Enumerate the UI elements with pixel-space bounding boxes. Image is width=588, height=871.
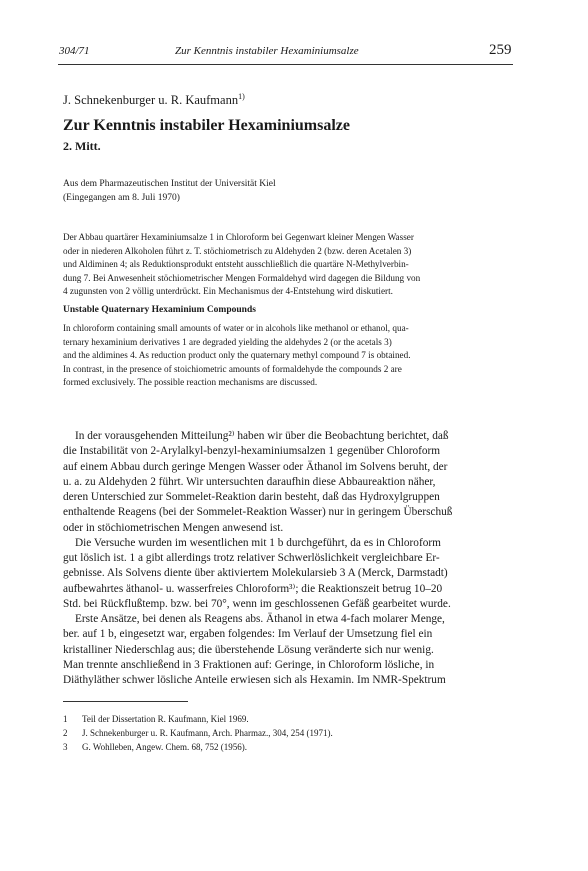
footnote-number: 2 xyxy=(63,728,68,738)
body-line: Diäthyläther schwer lösliche Anteile erwiesen sich als Hexamin. Im NMR-Spektrum xyxy=(63,674,446,686)
abstract-de-line: 4 zugunsten von 2 völlig unterdrückt. Ein Mechanismus der 4-Entstehung wird diskutiert. xyxy=(63,286,393,297)
running-head-title: Zur Kenntnis instabiler Hexaminiumsalze xyxy=(175,45,359,57)
footnote-item xyxy=(63,712,333,726)
abstract-de-line: oder in niederen Alkoholen führt z. T. stöchiometrisch zu Aldehyden 2 (bzw. deren Acetalen 3) xyxy=(63,245,412,256)
body-line: gut löslich ist. 1 a gibt allerdings trotz relativer Schwerlöslichkeit vergleichbare Er- xyxy=(63,552,440,564)
body-line: Std. bei Rückflußtemp. bzw. bei 70°, wenn im geschlossenen Gefäß gearbeitet wurde. xyxy=(63,597,451,610)
body-line: oder in stöchiometrischen Mengen anwesend ist. xyxy=(63,521,284,534)
footnote-text: J. Schnekenburger u. R. Kaufmann, Arch. Pharmaz., 304, 254 (1971). xyxy=(82,728,333,738)
footnote-item xyxy=(63,726,333,740)
abstract-english-title: Unstable Quaternary Hexaminium Compounds xyxy=(63,305,256,315)
abstract-en-line: In contrast, in the presence of stoichiometric amounts of formaldehyde the compounds 2 are xyxy=(63,363,402,374)
abstract-de-line: und Aldiminen 4; als Reduktionsprodukt entsteht ausschließlich die quartäre N-Methylverbin- xyxy=(63,259,409,270)
body-line: aufbewahrtes äthanol- u. wasserfreies Chloroform³⁾; die Reaktionszeit betrug 10–20 xyxy=(63,582,443,595)
author-names: J. Schnekenburger u. R. Kaufmann xyxy=(63,93,239,108)
body-line: Man trennte anschließend in 3 Fraktionen auf: Geringe, in Chloroform lösliche, in xyxy=(63,658,435,671)
body-line: u. a. zu Aldehyden 2 führt. Wir untersuchten daraufhin diese Abbaureaktion näher, xyxy=(63,475,436,488)
footnote-item xyxy=(63,740,333,754)
header-rule xyxy=(58,64,513,65)
author-footnote-ref: 1) xyxy=(238,92,245,101)
body-line: Die Versuche wurden im wesentlichen mit 1 b durchgeführt, da es in Chloroform xyxy=(75,536,441,549)
body-line: ber. auf 1 b, eingesetzt war, ergaben folgendes: Im Verlauf der Umsetzung fiel ein xyxy=(63,628,433,641)
article-title: Zur Kenntnis instabiler Hexaminiumsalze xyxy=(63,117,350,134)
footnotes xyxy=(63,712,333,754)
body-line: kristalliner Niederschlag aus; die überstehende Lösung veränderte sich nur wenig. xyxy=(63,643,434,656)
footnote-rule xyxy=(63,701,188,702)
abstract-en-line: and the aldimines 4. As reduction product only the quaternary methyl compound 7 is obtained. xyxy=(63,350,411,361)
abstract-en-line: ternary hexaminium derivatives 1 are degraded yielding the aldehydes 2 (or the acetals 3) xyxy=(63,336,392,347)
abstract-german xyxy=(63,231,523,299)
body-line: auf einem Abbau durch geringe Mengen Wasser oder Äthanol im Solvens beruht, der xyxy=(63,460,448,473)
body-line: enthaltende Reagens (bei der Sommelet-Reaktion Wasser) nur in geringem Überschuß xyxy=(63,506,453,519)
body-line: In der vorausgehenden Mitteilung²⁾ haben wir über die Beobachtung berichtet, daß xyxy=(75,430,449,442)
running-head-volume: 304/71 xyxy=(59,45,90,57)
footnote-text: Teil der Dissertation R. Kaufmann, Kiel 1969. xyxy=(82,714,249,724)
footnote-number: 1 xyxy=(63,714,68,724)
abstract-en-line: In chloroform containing small amounts of water or in alcohols like methanol or ethanol, qua- xyxy=(63,323,409,333)
body-line: deren Unterschied zur Sommelet-Reaktion darin besteht, daß das Hydroxylgruppen xyxy=(63,491,440,503)
abstract-english xyxy=(63,322,523,390)
article-authors xyxy=(63,92,245,108)
body-line: die Instabilität von 2-Arylalkyl-benzyl-hexaminiumsalzen 1 gegenüber Chloroform xyxy=(63,445,441,458)
body-line: gebnisse. Als Solvens diente über aktiviertem Molekularsieb 3 A (Merck, Darmstadt) xyxy=(63,567,448,580)
abstract-de-line: Der Abbau quartärer Hexaminiumsalze 1 in Chloroform bei Gegenwart kleiner Mengen Wasser xyxy=(63,232,414,242)
page-number: 259 xyxy=(489,42,512,58)
abstract-en-line: formed exclusively. The possible reaction mechanisms are discussed. xyxy=(63,377,318,388)
body-text xyxy=(63,429,525,688)
footnote-text: G. Wohlleben, Angew. Chem. 68, 752 (1956). xyxy=(82,742,248,752)
received-date: (Eingegangen am 8. Juli 1970) xyxy=(63,193,180,203)
footnote-number: 3 xyxy=(63,742,68,752)
abstract-de-line: dung 7. Bei Anwesenheit stöchiometrischer Mengen Formaldehyd wird dagegen die Bildung von xyxy=(63,272,421,283)
institution-line: Aus dem Pharmazeutischen Institut der Universität Kiel xyxy=(63,179,276,189)
body-line: Erste Ansätze, bei denen als Reagens abs. Äthanol in etwa 4-fach molarer Menge, xyxy=(75,613,445,625)
article-subtitle: 2. Mitt. xyxy=(63,139,101,153)
